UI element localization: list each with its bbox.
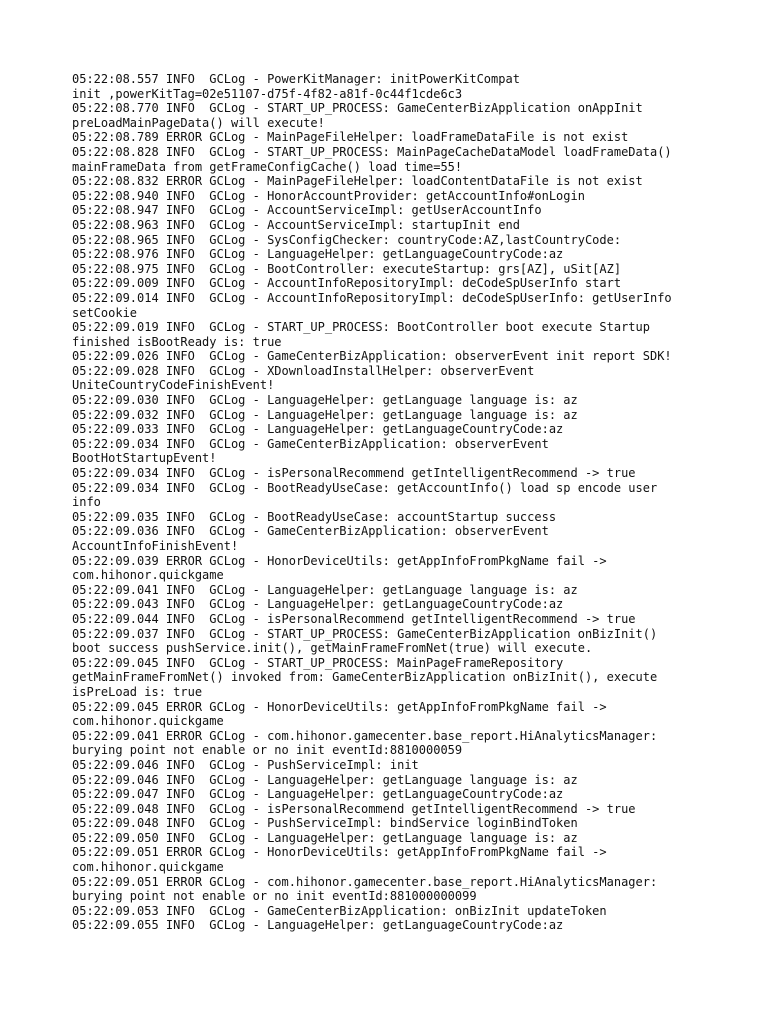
log-line: 05:22:08.976 INFO GCLog - LanguageHelper: getLanguageCountryCode:az (72, 247, 564, 262)
log-line: 05:22:08.770 INFO GCLog - START_UP_PROCESS: GameCenterBizApplication onAppInit (72, 101, 643, 116)
log-line: 05:22:09.034 INFO GCLog - BootReadyUseCase: getAccountInfo() load sp encode user (72, 480, 658, 495)
log-line: setCookie (72, 305, 138, 320)
log-line: 05:22:08.975 INFO GCLog - BootController: executeStartup: grs[AZ], uSit[AZ] (72, 261, 622, 276)
log-line: 05:22:09.044 INFO GCLog - isPersonalRecommend getIntelligentRecommend -> true (72, 611, 636, 626)
log-line: 05:22:09.014 INFO GCLog - AccountInfoRepositoryImpl: deCodeSpUserInfo: getUserInfo (72, 290, 672, 305)
log-line: 05:22:09.051 ERROR GCLog - HonorDeviceUtils: getAppInfoFromPkgName fail -> (72, 845, 607, 860)
log-line: 05:22:09.009 INFO GCLog - AccountInfoRepositoryImpl: deCodeSpUserInfo start (72, 276, 622, 291)
log-line: 05:22:09.041 INFO GCLog - LanguageHelper: getLanguage language is: az (72, 582, 578, 597)
log-line: 05:22:09.046 INFO GCLog - LanguageHelper: getLanguage language is: az (72, 772, 578, 787)
log-line: 05:22:09.055 INFO GCLog - LanguageHelper: getLanguageCountryCode:az (72, 918, 564, 933)
log-line: 05:22:09.041 ERROR GCLog - com.hihonor.gamecenter.base_report.HiAnalyticsManager: (72, 728, 658, 743)
log-line: 05:22:09.053 INFO GCLog - GameCenterBizApplication: onBizInit updateToken (72, 903, 607, 918)
log-line: 05:22:09.028 INFO GCLog - XDownloadInstallHelper: observerEvent (72, 363, 535, 378)
log-line: 05:22:09.036 INFO GCLog - GameCenterBizApplication: observerEvent (72, 524, 549, 539)
log-line: mainFrameData from getFrameConfigCache() load time=55! (72, 159, 463, 174)
log-line: 05:22:09.046 INFO GCLog - PushServiceImpl: init (72, 757, 419, 772)
log-line: 05:22:09.051 ERROR GCLog - com.hihonor.gamecenter.base_report.HiAnalyticsManager: (72, 874, 658, 889)
log-line: 05:22:08.828 INFO GCLog - START_UP_PROCESS: MainPageCacheDataModel loadFrameData() (72, 144, 672, 159)
log-line: 05:22:08.557 INFO GCLog - PowerKitManager: initPowerKitCompat (72, 72, 520, 86)
log-line: 05:22:09.034 INFO GCLog - isPersonalRecommend getIntelligentRecommend -> true (72, 466, 636, 481)
log-line: 05:22:08.940 INFO GCLog - HonorAccountProvider: getAccountInfo#onLogin (72, 188, 585, 203)
log-line: AccountInfoFinishEvent! (72, 539, 239, 553)
log-line: init ,powerKitTag=02e51107-d75f-4f82-a81f-0c44f1cde6c3 (72, 86, 463, 101)
log-line: preLoadMainPageData() will execute! (72, 115, 325, 130)
log-line: 05:22:09.043 INFO GCLog - LanguageHelper: getLanguageCountryCode:az (72, 597, 564, 612)
log-line: 05:22:08.832 ERROR GCLog - MainPageFileHelper: loadContentDataFile is not exist (72, 174, 643, 189)
log-line: com.hihonor.quickgame (72, 568, 224, 583)
log-line: getMainFrameFromNet() invoked from: GameCenterBizApplication onBizInit(), execute (72, 670, 658, 685)
log-line: finished isBootReady is: true (72, 334, 282, 349)
log-line: 05:22:09.037 INFO GCLog - START_UP_PROCESS: GameCenterBizApplication onBizInit() (72, 626, 658, 641)
log-line: 05:22:08.965 INFO GCLog - SysConfigChecker: countryCode:AZ,lastCountryCode: (72, 232, 622, 247)
log-line: BootHotStartupEvent! (72, 451, 217, 466)
log-line: 05:22:09.030 INFO GCLog - LanguageHelper: getLanguage language is: az (72, 393, 578, 408)
log-line: 05:22:09.039 ERROR GCLog - HonorDeviceUtils: getAppInfoFromPkgName fail -> (72, 553, 607, 568)
log-line: 05:22:08.947 INFO GCLog - AccountServiceImpl: getUserAccountInfo (72, 203, 542, 218)
log-line: 05:22:08.963 INFO GCLog - AccountServiceImpl: startupInit end (72, 217, 520, 232)
log-line: 05:22:08.789 ERROR GCLog - MainPageFileHelper: loadFrameDataFile is not exist (72, 130, 629, 145)
log-line: 05:22:09.048 INFO GCLog - PushServiceImpl: bindService loginBindToken (72, 816, 578, 831)
log-line: 05:22:09.048 INFO GCLog - isPersonalRecommend getIntelligentRecommend -> true (72, 801, 636, 816)
log-line: 05:22:09.050 INFO GCLog - LanguageHelper: getLanguage language is: az (72, 830, 578, 845)
log-line: 05:22:09.045 INFO GCLog - START_UP_PROCESS: MainPageFrameRepository (72, 655, 564, 670)
log-line: 05:22:09.019 INFO GCLog - START_UP_PROCESS: BootController boot execute Startup (72, 320, 650, 335)
log-line: com.hihonor.quickgame (72, 714, 224, 729)
log-line: 05:22:09.026 INFO GCLog - GameCenterBizApplication: observerEvent init report SDK! (72, 349, 672, 364)
log-document (72, 72, 702, 933)
log-line: burying point not enable or no init eventId:8810000059 (72, 743, 463, 758)
log-line: boot success pushService.init(), getMainFrameFromNet(true) will execute. (72, 641, 593, 656)
log-line: 05:22:09.045 ERROR GCLog - HonorDeviceUtils: getAppInfoFromPkgName fail -> (72, 699, 607, 714)
log-line: 05:22:09.035 INFO GCLog - BootReadyUseCase: accountStartup success (72, 509, 557, 524)
log-line: com.hihonor.quickgame (72, 860, 224, 875)
log-line: 05:22:09.032 INFO GCLog - LanguageHelper: getLanguage language is: az (72, 407, 578, 422)
log-line: UniteCountryCodeFinishEvent! (72, 378, 275, 393)
log-line: 05:22:09.033 INFO GCLog - LanguageHelper: getLanguageCountryCode:az (72, 422, 564, 437)
log-line: 05:22:09.034 INFO GCLog - GameCenterBizApplication: observerEvent (72, 436, 549, 451)
log-line: burying point not enable or no init eventId:881000000099 (72, 889, 477, 904)
log-line: 05:22:09.047 INFO GCLog - LanguageHelper: getLanguageCountryCode:az (72, 787, 564, 802)
log-line: info (72, 495, 101, 510)
log-line: isPreLoad is: true (72, 684, 203, 699)
